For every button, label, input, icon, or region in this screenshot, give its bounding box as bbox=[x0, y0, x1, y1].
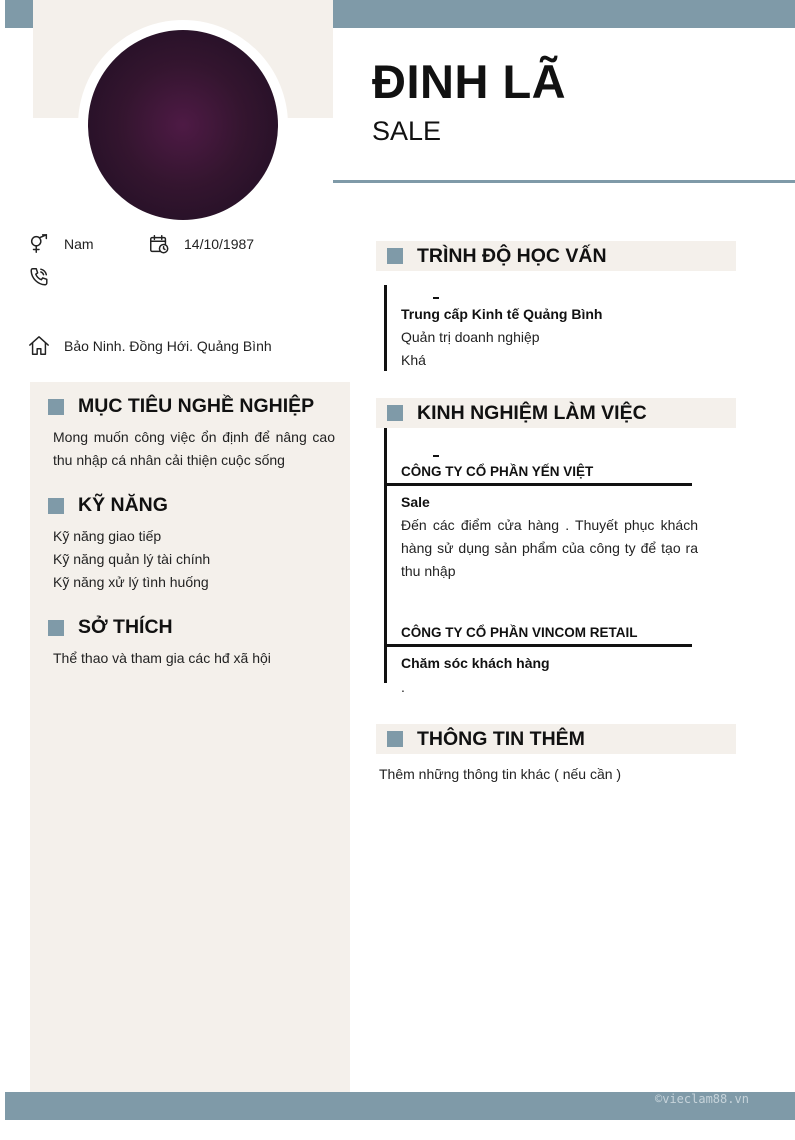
watermark: ©vieclam88.vn bbox=[655, 1092, 749, 1106]
skills-list bbox=[53, 525, 335, 594]
job-description: Đến các điểm cửa hàng . Thuyết phục khách hàng sử dụng sản phẩm của công ty để tạo ra thu nhập bbox=[401, 517, 698, 579]
home-icon bbox=[28, 335, 50, 357]
job-divider bbox=[385, 483, 692, 486]
calendar-icon bbox=[148, 233, 170, 255]
education-grade: Khá bbox=[401, 352, 426, 368]
skill-item: Kỹ năng quản lý tài chính bbox=[53, 551, 211, 567]
phone-icon bbox=[28, 266, 50, 288]
left-column-background bbox=[30, 382, 350, 1120]
education-major: Quản trị doanh nghiệp bbox=[401, 329, 540, 345]
education-school: Trung cấp Kinh tế Quảng Bình bbox=[401, 306, 603, 322]
career-goal-title: MỤC TIÊU NGHỀ NGHIỆP bbox=[78, 395, 315, 417]
education-heading bbox=[376, 241, 736, 271]
header-divider bbox=[333, 180, 795, 183]
skill-item: Kỹ năng giao tiếp bbox=[53, 528, 162, 544]
hobbies-text: Thể thao và tham gia các hđ xã hội bbox=[53, 650, 271, 666]
experience-heading bbox=[376, 398, 736, 428]
education-timeline-line bbox=[384, 285, 387, 371]
job-period bbox=[433, 455, 439, 457]
job-company: CÔNG TY CỔ PHẦN YẾN VIỆT bbox=[401, 464, 594, 479]
skills-title: KỸ NĂNG bbox=[78, 494, 168, 516]
job-title: SALE bbox=[372, 116, 442, 146]
heading-square bbox=[48, 399, 64, 415]
additional-title: THÔNG TIN THÊM bbox=[417, 727, 585, 750]
heading-square bbox=[48, 498, 64, 514]
address-row bbox=[28, 335, 272, 357]
gender-value: Nam bbox=[64, 236, 94, 252]
career-goal-heading bbox=[48, 395, 314, 418]
job-company: CÔNG TY CỔ PHẦN VINCOM RETAIL bbox=[401, 625, 638, 640]
job-divider bbox=[385, 644, 692, 647]
heading-square bbox=[48, 620, 64, 636]
job-description: . bbox=[401, 679, 405, 695]
phone-row bbox=[28, 266, 64, 288]
additional-text: Thêm những thông tin khác ( nếu cần ) bbox=[379, 766, 622, 782]
job-position: Sale bbox=[401, 494, 430, 510]
heading-square bbox=[387, 731, 403, 747]
career-goal-text: Mong muốn công việc ổn định để nâng cao thu nhập cá nhân cải thiện cuộc sống bbox=[53, 429, 335, 468]
hobbies-title: SỞ THÍCH bbox=[78, 616, 173, 638]
job-position: Chăm sóc khách hàng bbox=[401, 655, 550, 671]
address-value: Bảo Ninh. Đồng Hới. Quảng Bình bbox=[64, 338, 272, 354]
hobbies-heading bbox=[48, 616, 173, 639]
gender-icon bbox=[28, 233, 50, 255]
heading-square bbox=[387, 248, 403, 264]
avatar bbox=[88, 30, 278, 220]
education-period bbox=[433, 297, 439, 299]
skills-heading bbox=[48, 494, 168, 517]
experience-title: KINH NGHIỆM LÀM VIỆC bbox=[417, 401, 647, 424]
candidate-name: ĐINH LÃ bbox=[372, 55, 567, 108]
heading-square bbox=[387, 405, 403, 421]
birthdate-value: 14/10/1987 bbox=[184, 236, 255, 252]
skill-item: Kỹ năng xử lý tình huống bbox=[53, 574, 209, 590]
gender-row bbox=[28, 233, 94, 255]
additional-heading bbox=[376, 724, 736, 754]
birthdate-row bbox=[148, 233, 254, 255]
education-title: TRÌNH ĐỘ HỌC VẤN bbox=[417, 244, 607, 267]
